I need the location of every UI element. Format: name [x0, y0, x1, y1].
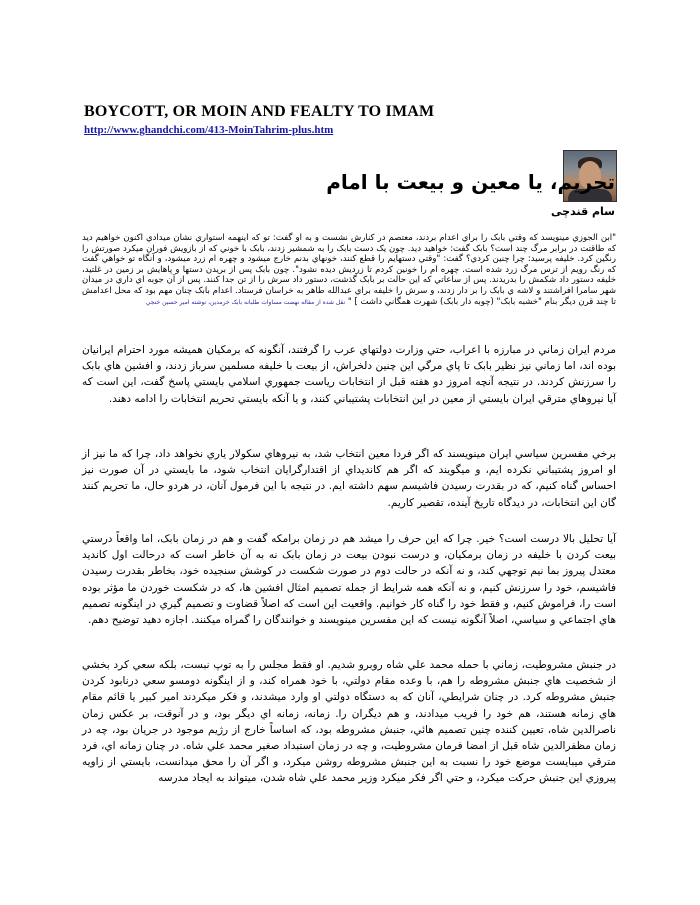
epigraph-quote: [82, 233, 616, 308]
article-link[interactable]: http://www.ghandchi.com/413-MoinTahrim-plus.htm: [84, 124, 334, 136]
persian-title: تحریم، یا معین و بیعت با امام: [326, 170, 615, 194]
quote-text: "ابن الجوزي مينويسد كه وقتي بابک را براي اعدام بردند، معتصم در كنارش نشست و به او گفت: تو كه اينهمه استواري نشان ميدادي اكنون خواهيم ديد كه طاقتت در برابر مرگ چند است؟ بابک گفت: خواهيد ديد. چون يک دست بابک را به شمشير زدند، بابک با خوني كه از بازويش فوران ميكرد صورتش را رنگين كرد. خليفه پرسيد: چرا چنين كردي؟ گفت: "وقتي دستهايم را قطع كنند، خونهاي بدنم خارج ميشود و چهره ام زرد ميشود، و آنگاه تو خواهي گفت كه رنگ رويم از ترس مرگ زرد شده است. چهره ام را خونين كردم تا زرديش ديده نشود". چون بابک پس از بريدن دستها و پاهايش بر زمين در غلتيد، خليفه دستور داد شكمش را بدريدند. پس از ساعاتي كه اين حالت بر بابک گذشت، دستور داد سرش را از تن جدا كنند. پس از آن جوبه اي داري در ميدان شهر سامرا افراشتند و لاشه ي بابک را بر دار زدند، و سرش را خليفه براي عبدالله طاهر به خراسان فرستاد. اعدام بابک چنان مهم بود كه محل اعدامش تا چند قرن ديگر بنام "خشبه بابک" (چوبه دار بابک) شهرت همگاني داشت ] ": [82, 233, 616, 307]
author-name: سام قندچی: [551, 205, 615, 218]
paragraph-2: برخي مفسرين سياسي ايران مينويسند كه اگر فردا معين انتخاب شد، به نيروهاي سكولار ياري نخواهد داد، چرا كه ما نيز از او امروز پشتيباني نكرده ايم، و ميگويند كه اگر هم كانديداي از اقتدارگرايان انتخاب شود، ما بايستي در آن صورت نيز احساس گناه كنيم، كه در بقدرت رسيدن فاشيسم سهم داشته ايم. در نتيجه با اين فرمول آنان، در هردو حال، ما تحريم كنند گان اين انتخابات، در ديدگاه تاريخ آينده، تقصير كاريم.: [82, 448, 616, 509]
quote-reference[interactable]: نقل شده از مقاله نهضت مساوات طلبانه بابک خرمدين، نوشته امير حسين خنجي: [145, 298, 346, 306]
paragraph-3: آيا تحليل بالا درست است؟ خير. چرا كه اين حرف را ميشد هم در زمان برامكه گفت و هم در زمان بابک، اما واقعاً درستي بيعت كردن با خليفه در زمان برمكيان، و درست نبودن بيعت در زمان بابک نه به آن خاطر است كه درحالت اول كانديد معتدل پيروز بما نيم توجهي كند، و نه آنكه در حالت دوم در صورت شكست در كوشش سنجيده خود، بخاطر بقدرت رسيدن فاشيسم، خود را سرزنش كنيم، و نه آنكه همه شرايط از جمله تصميم امثال افشين ها، كه در شكست خوردن ما مؤثر بوده است را، فراموش كنيم، و فقط خود را گناه كار خوانيم. واقعيت اين است كه اصلاً قضاوت و تصميم گيري در اينگونه تصميم هاي اجتماعي و سياسي، اصلاً آنگونه نيست كه اين مفسرين مينويسند و خوانندگان را گمراه ميكنند. اجازه دهيد توضيح دهم.: [82, 533, 616, 627]
paragraph-4: در جنبش مشروطيت، زماني با حمله محمد علي شاه روبرو شديم. او فقط مجلس را به توپ نبست، بلكه سعي كرد بخشي از شخصيت هاي جنبش مشروطه را هم، با وعده مقام دولتي، با خود همراه كند، و از اينگونه دومسو سعي درنابود كردن جنبش مشروطه كرد. در چنان شرايطي، آنان كه به دستگاه دولتي او وارد ميشدند، و فكر ميكردند امير كبير يا قائم مقام هاي زمانه هستند، هم خود را فريب ميدادند، و هم ديگران را. زمانه، زمانه اي ديگر بود، و در آنوقت، بر عكس زمان ناصرالدين شاه، تعيين كننده چنين تصميم هائي، جنبش مشروطه بود، كه اساساً خارج از رژيم موجود در جريان بود، چه در زمان مظفرالدين شاه قبل از امضا فرمان مشروطيت، و چه در زمان استبداد صغير محمد علي شاه. در چنان زمانه اي، فرد مترقي ميبايست موضع خود را نسبت به اين جنبش مشروطه روشن ميكرد، و اگر آن را محق ميدانست، بايستي از زاويه پيروزي اين جنبش حركت ميكرد، و حتي اگر فكر ميكرد وزير محمد علي شاه شدن، ميتواند به ايجاد مدرسه: [82, 659, 616, 785]
paragraph-1: مردم ايران زماني در مبارزه با اعراب، حتي وزارت دولتهاي عرب را گرفتند، آنگونه كه برمكيان هميشه مورد احترام ايرانيان بوده اند، اما زماني نيز نظير بابک تا پاي مرگي اين چنين دلخراش، از بيعت با خليفه مسلمين سرباز زدند، و افشين هاي بابک را سرزنش كردند. در نتيجه آنچه امروز دو هفته قبل از انتخابات رياست جمهوري اسلامي بايستي پاسخ گفت، اين است كه آيا نيروهاي مترقي ايران بايستي از معين در اين انتخابات پشتيباني كنند، و يا آنكه بايستي تحريم انتخابات را ادامه دهند.: [82, 344, 616, 405]
english-title: BOYCOTT, OR MOIN AND FEALTY TO IMAM: [84, 103, 435, 120]
